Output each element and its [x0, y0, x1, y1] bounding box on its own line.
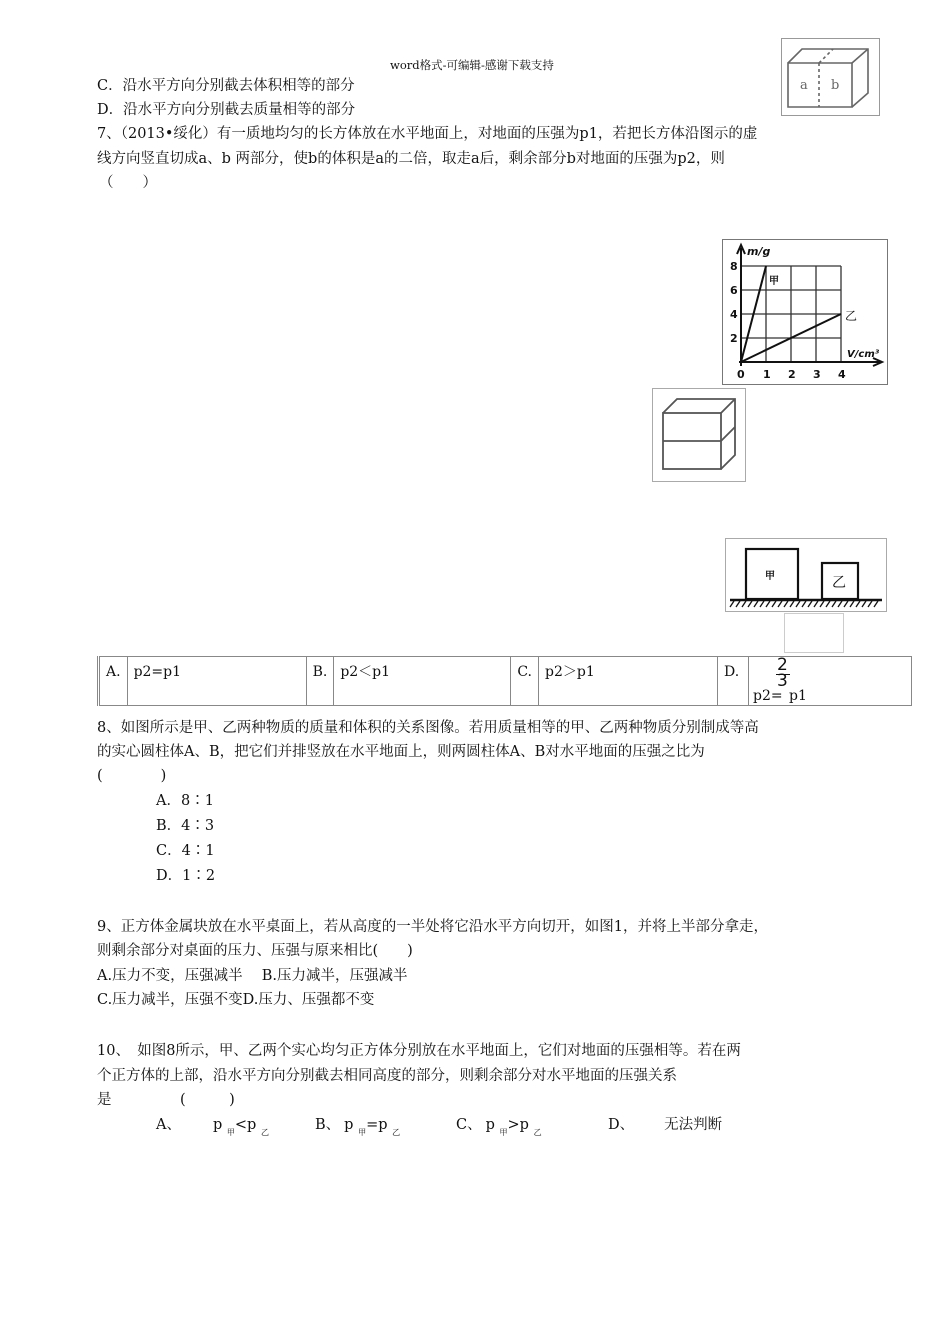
q10-line-2: 个正方体的上部，沿水平方向分别截去相同高度的部分，则剩余部分对水平地面的压强关系 [97, 1068, 677, 1084]
series-yi-label: 乙 [845, 309, 858, 323]
block-jia-label: 甲 [765, 571, 775, 582]
q7-option-c-letter: C. [511, 657, 539, 706]
blocks-on-ground-figure [725, 538, 887, 612]
q7-option-d-numerator: 2 [776, 655, 788, 675]
cube-half-cut-figure [652, 388, 746, 482]
q7-option-c-text: p2＞p1 [538, 657, 717, 706]
q10-b-label: B、 [315, 1117, 341, 1133]
q9-line-1: 9、正方体金属块放在水平桌面上，若从高度的一半处将它沿水平方向切开，如图1，并将上半部分拿走， [97, 919, 768, 935]
q10-b-sub1: 甲 [358, 1128, 367, 1137]
q10-c-p1: p [485, 1117, 495, 1133]
y-tick-4: 4 [730, 308, 738, 321]
q8-option-b: B．4∶3 [156, 818, 215, 834]
q10-option-a [156, 1115, 269, 1143]
q8-option-c: C．4∶1 [156, 843, 215, 859]
y-axis-label: m/g [747, 245, 771, 258]
q7-option-a-letter: A. [99, 657, 128, 706]
block-yi-label: 乙 [832, 575, 846, 591]
q7-option-b-text: p2＜p1 [334, 657, 511, 706]
q6-option-d: D．沿水平方向分别截去质量相等的部分 [97, 102, 356, 118]
q10-b-p2: p [378, 1117, 388, 1133]
x-tick-1: 1 [763, 368, 771, 381]
y-tick-8: 8 [730, 260, 738, 273]
series-jia-label: 甲 [769, 276, 779, 287]
q10-a-op: < [234, 1117, 248, 1133]
label-a: a [800, 78, 808, 93]
q10-c-p2: p [519, 1117, 529, 1133]
q7-option-d-suffix: p1 [788, 688, 807, 704]
q8-option-d: D．1∶2 [156, 868, 216, 884]
q10-line-3a: 是 [97, 1092, 112, 1108]
q10-line-1: 10、 如图8所示，甲、乙两个实心均匀正方体分别放在水平地面上，它们对地面的压强相等。若在两 [97, 1043, 741, 1059]
x-tick-3: 3 [813, 368, 821, 381]
q9-line-2: 则剩余部分对桌面的压力、压强与原来相比( ) [97, 943, 413, 959]
mass-volume-graph [722, 239, 888, 385]
q8-line-2: 的实心圆柱体A、B，把它们并排竖放在水平地面上，则两圆柱体A、B对水平地面的压强之比为 [97, 744, 705, 760]
q10-b-op: = [366, 1117, 379, 1133]
q10-b-p1: p [344, 1117, 354, 1133]
mass-volume-chart [723, 240, 887, 384]
q10-d-text: 无法判断 [664, 1117, 723, 1133]
blank-image-box [784, 613, 844, 653]
q6-option-c: C．沿水平方向分别截去体积相等的部分 [97, 78, 355, 94]
q10-c-sub1: 甲 [499, 1128, 508, 1137]
origin-label: 0 [737, 368, 745, 381]
q7-option-d-prefix: p2= [752, 688, 783, 704]
blocks-drawing [726, 539, 886, 611]
q7-option-d-denominator: 3 [776, 671, 788, 691]
q10-option-c [456, 1115, 542, 1143]
q7-option-d-letter: D. [717, 657, 748, 706]
q7-paren: （ ） [99, 175, 157, 191]
q10-c-sub2: 乙 [533, 1128, 542, 1137]
q7-option-d-cell [748, 657, 911, 706]
q10-a-sub2: 乙 [260, 1128, 269, 1137]
q10-a-sub1: 甲 [226, 1128, 235, 1137]
page-header: word格式-可编辑-感谢下载支持 [390, 58, 554, 72]
cuboid-ab-drawing [782, 39, 879, 115]
label-b: b [831, 78, 840, 93]
q10-a-p2: p [247, 1117, 257, 1133]
q8-option-a: A．8∶1 [156, 793, 214, 809]
q10-a-label: A、 [156, 1117, 181, 1133]
q7-options-table [97, 656, 912, 706]
q10-c-op: > [507, 1117, 520, 1133]
q8-line-1: 8、如图所示是甲、乙两种物质的质量和体积的关系图像。若用质量相等的甲、乙两种物质分别制成等高 [97, 720, 759, 736]
q9-line-3: A.压力不变，压强减半 B.压力减半，压强减半 [97, 968, 408, 984]
q10-a-p1: p [212, 1117, 223, 1133]
x-tick-2: 2 [788, 368, 796, 381]
x-axis-label: V/cm³ [847, 349, 880, 360]
cuboid-ab-figure [781, 38, 880, 116]
q7-option-a-text: p2=p1 [127, 657, 306, 706]
cube-drawing [653, 389, 745, 481]
q7-option-b-letter: B. [306, 657, 334, 706]
q7-line-2: 线方向竖直切成a、b 两部分，使b的体积是a的二倍，取走a后，剩余部分b对地面的压强为p2，则 [97, 151, 725, 167]
q10-d-label: D、 [608, 1117, 635, 1133]
x-tick-4: 4 [838, 368, 846, 381]
y-tick-2: 2 [730, 332, 738, 345]
q10-c-label: C、 [456, 1117, 482, 1133]
q10-line-3b: ( ) [180, 1092, 235, 1108]
q8-paren: ( ) [97, 768, 167, 784]
q7-line-1: 7、（2013•绥化）有一质地均匀的长方体放在水平地面上，对地面的压强为p1，若把长方体沿图示的虚 [97, 126, 758, 142]
q10-option-b [315, 1115, 400, 1143]
y-tick-6: 6 [730, 284, 738, 297]
q9-line-4: C.压力减半，压强不变D.压力、压强都不变 [97, 992, 375, 1008]
q10-b-sub2: 乙 [392, 1128, 401, 1137]
q10-option-d [608, 1115, 722, 1135]
